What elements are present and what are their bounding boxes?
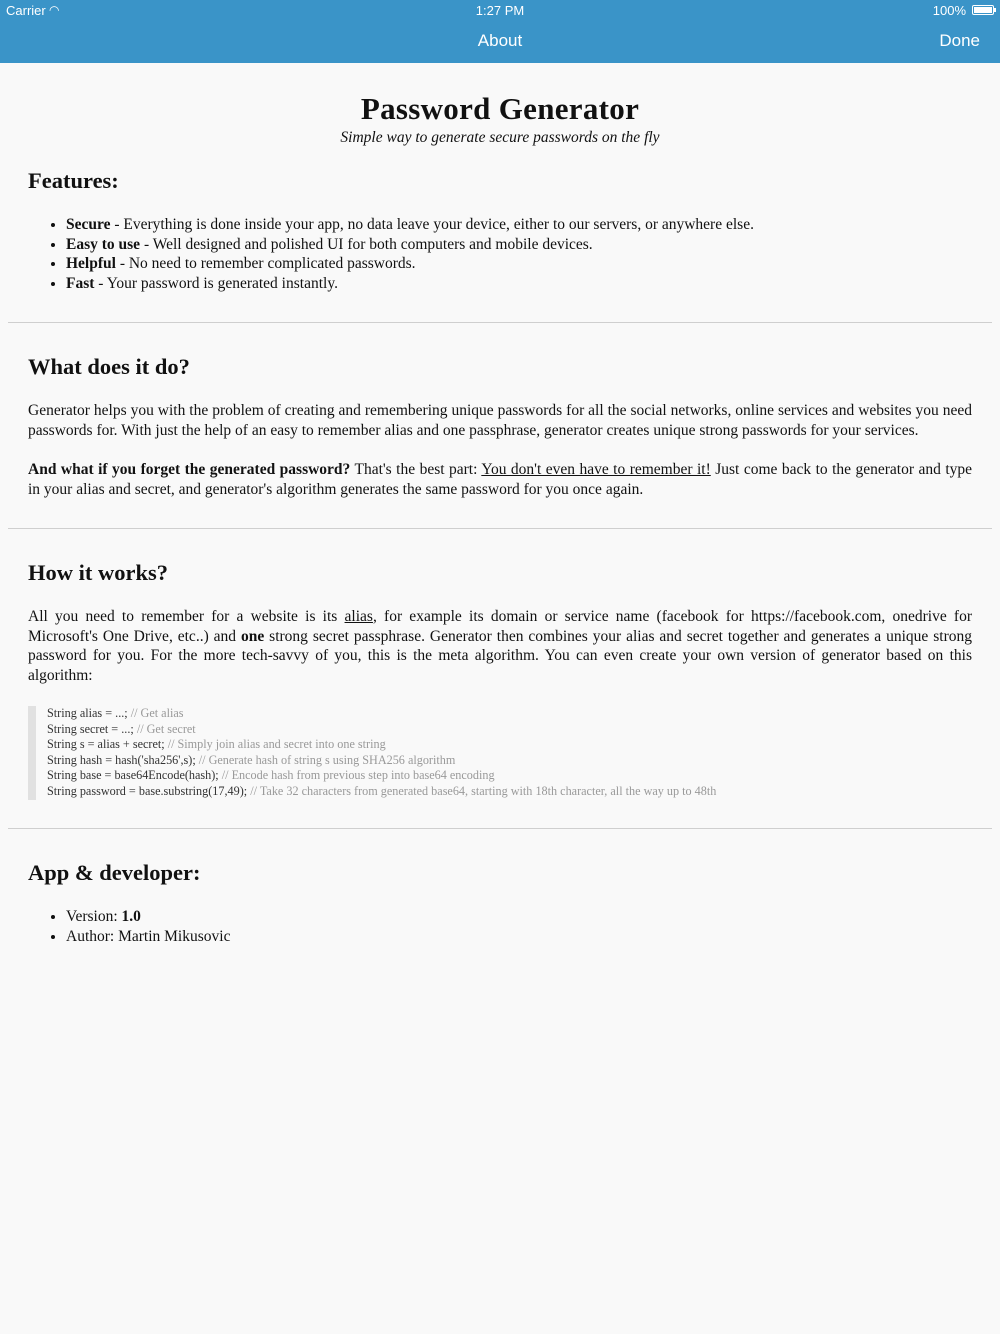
how-heading: How it works? [28,560,168,585]
battery-icon [972,5,994,15]
wifi-icon: ◠ [49,3,60,17]
code-line: String hash = hash('sha256',s); // Generate hash of string s using SHA256 algorithm [47,752,456,767]
status-time: 1:27 PM [475,3,525,18]
page-title: Password Generator [360,91,640,126]
list-item: • Version: 1.0 [66,907,230,927]
features-heading: Features: [28,168,119,193]
list-item: • Fast - Your password is generated instantly. [66,274,754,294]
nav-title: About [477,31,523,50]
list-item: • Author: Martin Mikusovic [66,927,230,947]
status-bar [0,0,1000,22]
code-line: String base = base64Encode(hash); // Encode hash from previous step into base64 encoding [47,768,495,783]
app-heading: App & developer: [28,860,201,885]
divider [8,828,992,829]
code-line: String s = alias + secret; // Simply join alias and secret into one string [47,737,386,752]
done-button[interactable]: Done [939,31,980,50]
alias-term: alias [344,608,373,625]
page-subtitle: Simple way to generate secure passwords on the fly [340,129,660,146]
list-item: • Easy to use - Well designed and polished UI for both computers and mobile devices. [66,235,754,255]
app-info-list [28,907,230,946]
divider [8,322,992,323]
list-item: • Secure - Everything is done inside your app, no data leave your device, either to our servers, or anywhere else. [66,215,754,235]
battery-percent: 100% [932,3,966,18]
remember-link: You don't even have to remember it! [481,461,711,478]
what-paragraph-2: And what if you forget the generated password? That's the best part: You don't even have to remember it! Just come back to the generator and type in your alias and secret, and generator's algorithm generates the same password for you once again. [28,461,972,498]
divider [8,528,992,529]
author-name: Martin Mikusovic [118,927,231,945]
code-line: String password = base.substring(17,49); // Take 32 characters from generated base64, starting with 18th character, all the way up to 48th [47,783,717,798]
code-line: String alias = ...; // Get alias [47,706,184,720]
top-bar [0,0,1000,63]
algorithm-code-block [28,706,972,800]
list-item: • Helpful - No need to remember complicated passwords. [66,254,754,274]
how-paragraph: All you need to remember for a website is its alias, for example its domain or service name (facebook for https://facebook.com, onedrive for Microsoft's One Drive, etc..) and one strong secret passphrase. Generator then combines your alias and secret together and generates a unique strong password for you. For the more tech-savvy of you, this is the meta algorithm. You can even create your own version of generator based on this algorithm: [28,608,973,684]
what-paragraph: Generator helps you with the problem of creating and remembering unique passwords for all the social networks, online services and websites you need passwords for. With just the help of an easy to remember alias and one passphrase, generator creates unique strong passwords for your services. [28,402,972,439]
version-value: 1.0 [121,908,141,925]
what-heading: What does it do? [28,354,190,379]
carrier-label: Carrier [6,3,46,18]
code-line: String secret = ...; // Get secret [47,721,196,736]
features-list [28,215,754,293]
